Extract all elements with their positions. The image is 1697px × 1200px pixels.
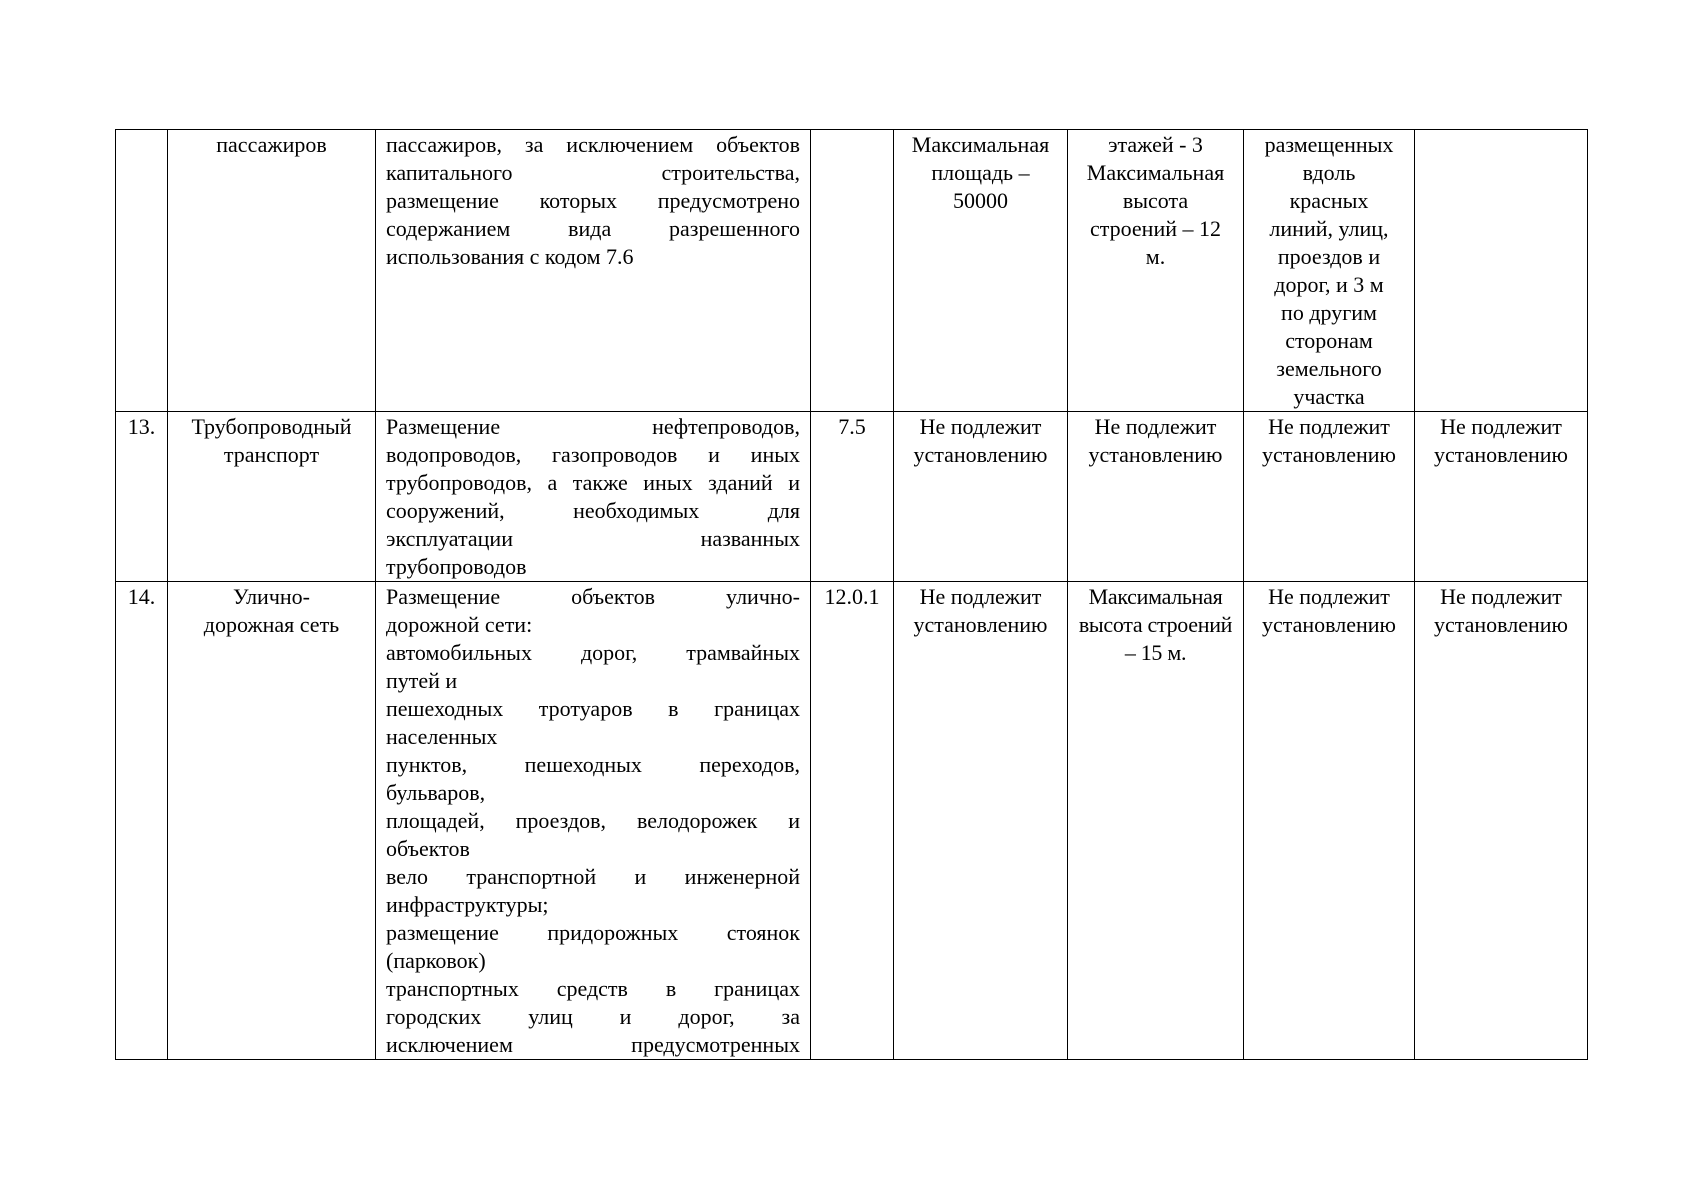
setback-line: установлению: [1261, 612, 1396, 637]
table-row: [116, 412, 1588, 582]
description-line: водопроводов, газопроводов и иных: [386, 442, 800, 467]
use-description-cell: [376, 412, 811, 582]
use-name-line: транспорт: [223, 442, 320, 467]
height-line: Не подлежит: [1094, 414, 1217, 439]
description-line: использования с кодом 7.6: [386, 244, 634, 269]
use-name-cell: [168, 582, 376, 1060]
setback-line: сторонам: [1285, 328, 1373, 353]
row-number-cell: [116, 582, 168, 1060]
height-line: этажей - 3: [1108, 132, 1203, 157]
area-line: Не подлежит: [919, 414, 1042, 439]
use-name-line: Улично-: [232, 584, 310, 609]
description-line: городских улиц и дорог, за: [386, 1004, 800, 1029]
extra-line: установлению: [1433, 612, 1568, 637]
area-line: Не подлежит: [919, 584, 1042, 609]
description-line: инфраструктуры;: [386, 892, 549, 917]
setback-line: линий, улиц,: [1269, 216, 1389, 241]
description-line: Размещение объектов улично-: [386, 584, 800, 609]
use-code: 12.0.1: [824, 584, 880, 609]
height-line: м.: [1145, 244, 1166, 269]
setback-line: Не подлежит: [1268, 414, 1390, 439]
description-line: содержанием вида разрешенного: [386, 216, 800, 241]
description-line: трубопроводов: [386, 554, 527, 579]
description-line: сооружений, необходимых для: [386, 498, 800, 523]
description-line: объектов: [386, 836, 470, 861]
extra-cell: [1415, 412, 1588, 582]
use-name-line: Трубопроводный: [191, 414, 352, 439]
height-cell: [1068, 412, 1244, 582]
description-line: дорожной сети:: [386, 612, 533, 637]
area-line: установлению: [913, 442, 1048, 467]
regulations-table: [115, 129, 1588, 1060]
use-name-cell: [168, 412, 376, 582]
setback-line: проездов и: [1277, 244, 1381, 269]
description-line: автомобильных дорог, трамвайных: [386, 640, 800, 665]
description-line: пешеходных тротуаров в границах: [386, 696, 800, 721]
description-line: размещение которых предусмотрено: [386, 188, 800, 213]
use-name-line: пассажиров: [216, 132, 327, 157]
description-line: (парковок): [386, 948, 486, 973]
description-line: пассажиров, за исключением объектов: [386, 132, 800, 157]
description-line: эксплуатации названных: [386, 526, 800, 551]
height-line: – 15 м.: [1124, 640, 1187, 665]
description-line: пунктов, пешеходных переходов,: [386, 752, 800, 777]
description-line: путей и: [386, 668, 458, 693]
description-line: транспортных средств в границах: [386, 976, 800, 1001]
setback-line: Не подлежит: [1268, 584, 1390, 609]
row-number: 13.: [127, 414, 156, 439]
row-number: 14.: [127, 584, 156, 609]
area-cell: [894, 582, 1068, 1060]
height-line: высота строений: [1078, 612, 1233, 637]
code-cell: [811, 412, 894, 582]
height-line: высота: [1122, 188, 1189, 213]
area-line: 50000: [953, 188, 1008, 213]
code-cell: [811, 130, 894, 412]
setback-line: красных: [1289, 188, 1369, 213]
setback-cell: [1244, 582, 1415, 1060]
area-cell: [894, 412, 1068, 582]
height-line: Максимальная: [1088, 584, 1223, 609]
description-line: капитального строительства,: [386, 160, 800, 185]
setback-line: по другим: [1281, 300, 1377, 325]
extra-line: Не подлежит: [1440, 414, 1562, 439]
description-line: Размещение нефтепроводов,: [386, 414, 800, 439]
table-row: [116, 582, 1588, 1060]
area-line: установлению: [913, 612, 1048, 637]
description-line: населенных: [386, 724, 498, 749]
setback-line: участка: [1293, 384, 1365, 409]
area-line: площадь –: [931, 160, 1030, 185]
description-line: вело транспортной и инженерной: [386, 864, 800, 889]
use-code: 7.5: [838, 414, 866, 439]
use-description-cell: [376, 582, 811, 1060]
extra-line: установлению: [1433, 442, 1568, 467]
use-name-cell: [168, 130, 376, 412]
table-row: [116, 130, 1588, 412]
description-line: размещение придорожных стоянок: [386, 920, 800, 945]
extra-cell: [1415, 582, 1588, 1060]
code-cell: [811, 582, 894, 1060]
setback-line: вдоль: [1302, 160, 1356, 185]
row-number-cell: [116, 412, 168, 582]
area-line: Максимальная: [911, 132, 1050, 157]
setback-line: дорог, и 3 м: [1274, 272, 1384, 297]
extra-cell: [1415, 130, 1588, 412]
height-cell: [1068, 130, 1244, 412]
height-line: Максимальная: [1086, 160, 1225, 185]
extra-line: Не подлежит: [1440, 584, 1562, 609]
table-body: [116, 130, 1588, 1060]
height-line: строений – 12: [1089, 216, 1221, 241]
description-line: площадей, проездов, велодорожек и: [386, 808, 800, 833]
setback-cell: [1244, 130, 1415, 412]
height-cell: [1068, 582, 1244, 1060]
height-line: установлению: [1088, 442, 1223, 467]
row-number-cell: [116, 130, 168, 412]
description-line: бульваров,: [386, 780, 486, 805]
setback-cell: [1244, 412, 1415, 582]
description-line: исключением предусмотренных: [386, 1032, 800, 1057]
setback-line: размещенных: [1264, 132, 1394, 157]
use-name-line: дорожная сеть: [203, 612, 340, 637]
setback-line: земельного: [1276, 356, 1382, 381]
use-description-cell: [376, 130, 811, 412]
area-cell: [894, 130, 1068, 412]
description-line: трубопроводов, а также иных зданий и: [386, 470, 800, 495]
setback-line: установлению: [1261, 442, 1396, 467]
